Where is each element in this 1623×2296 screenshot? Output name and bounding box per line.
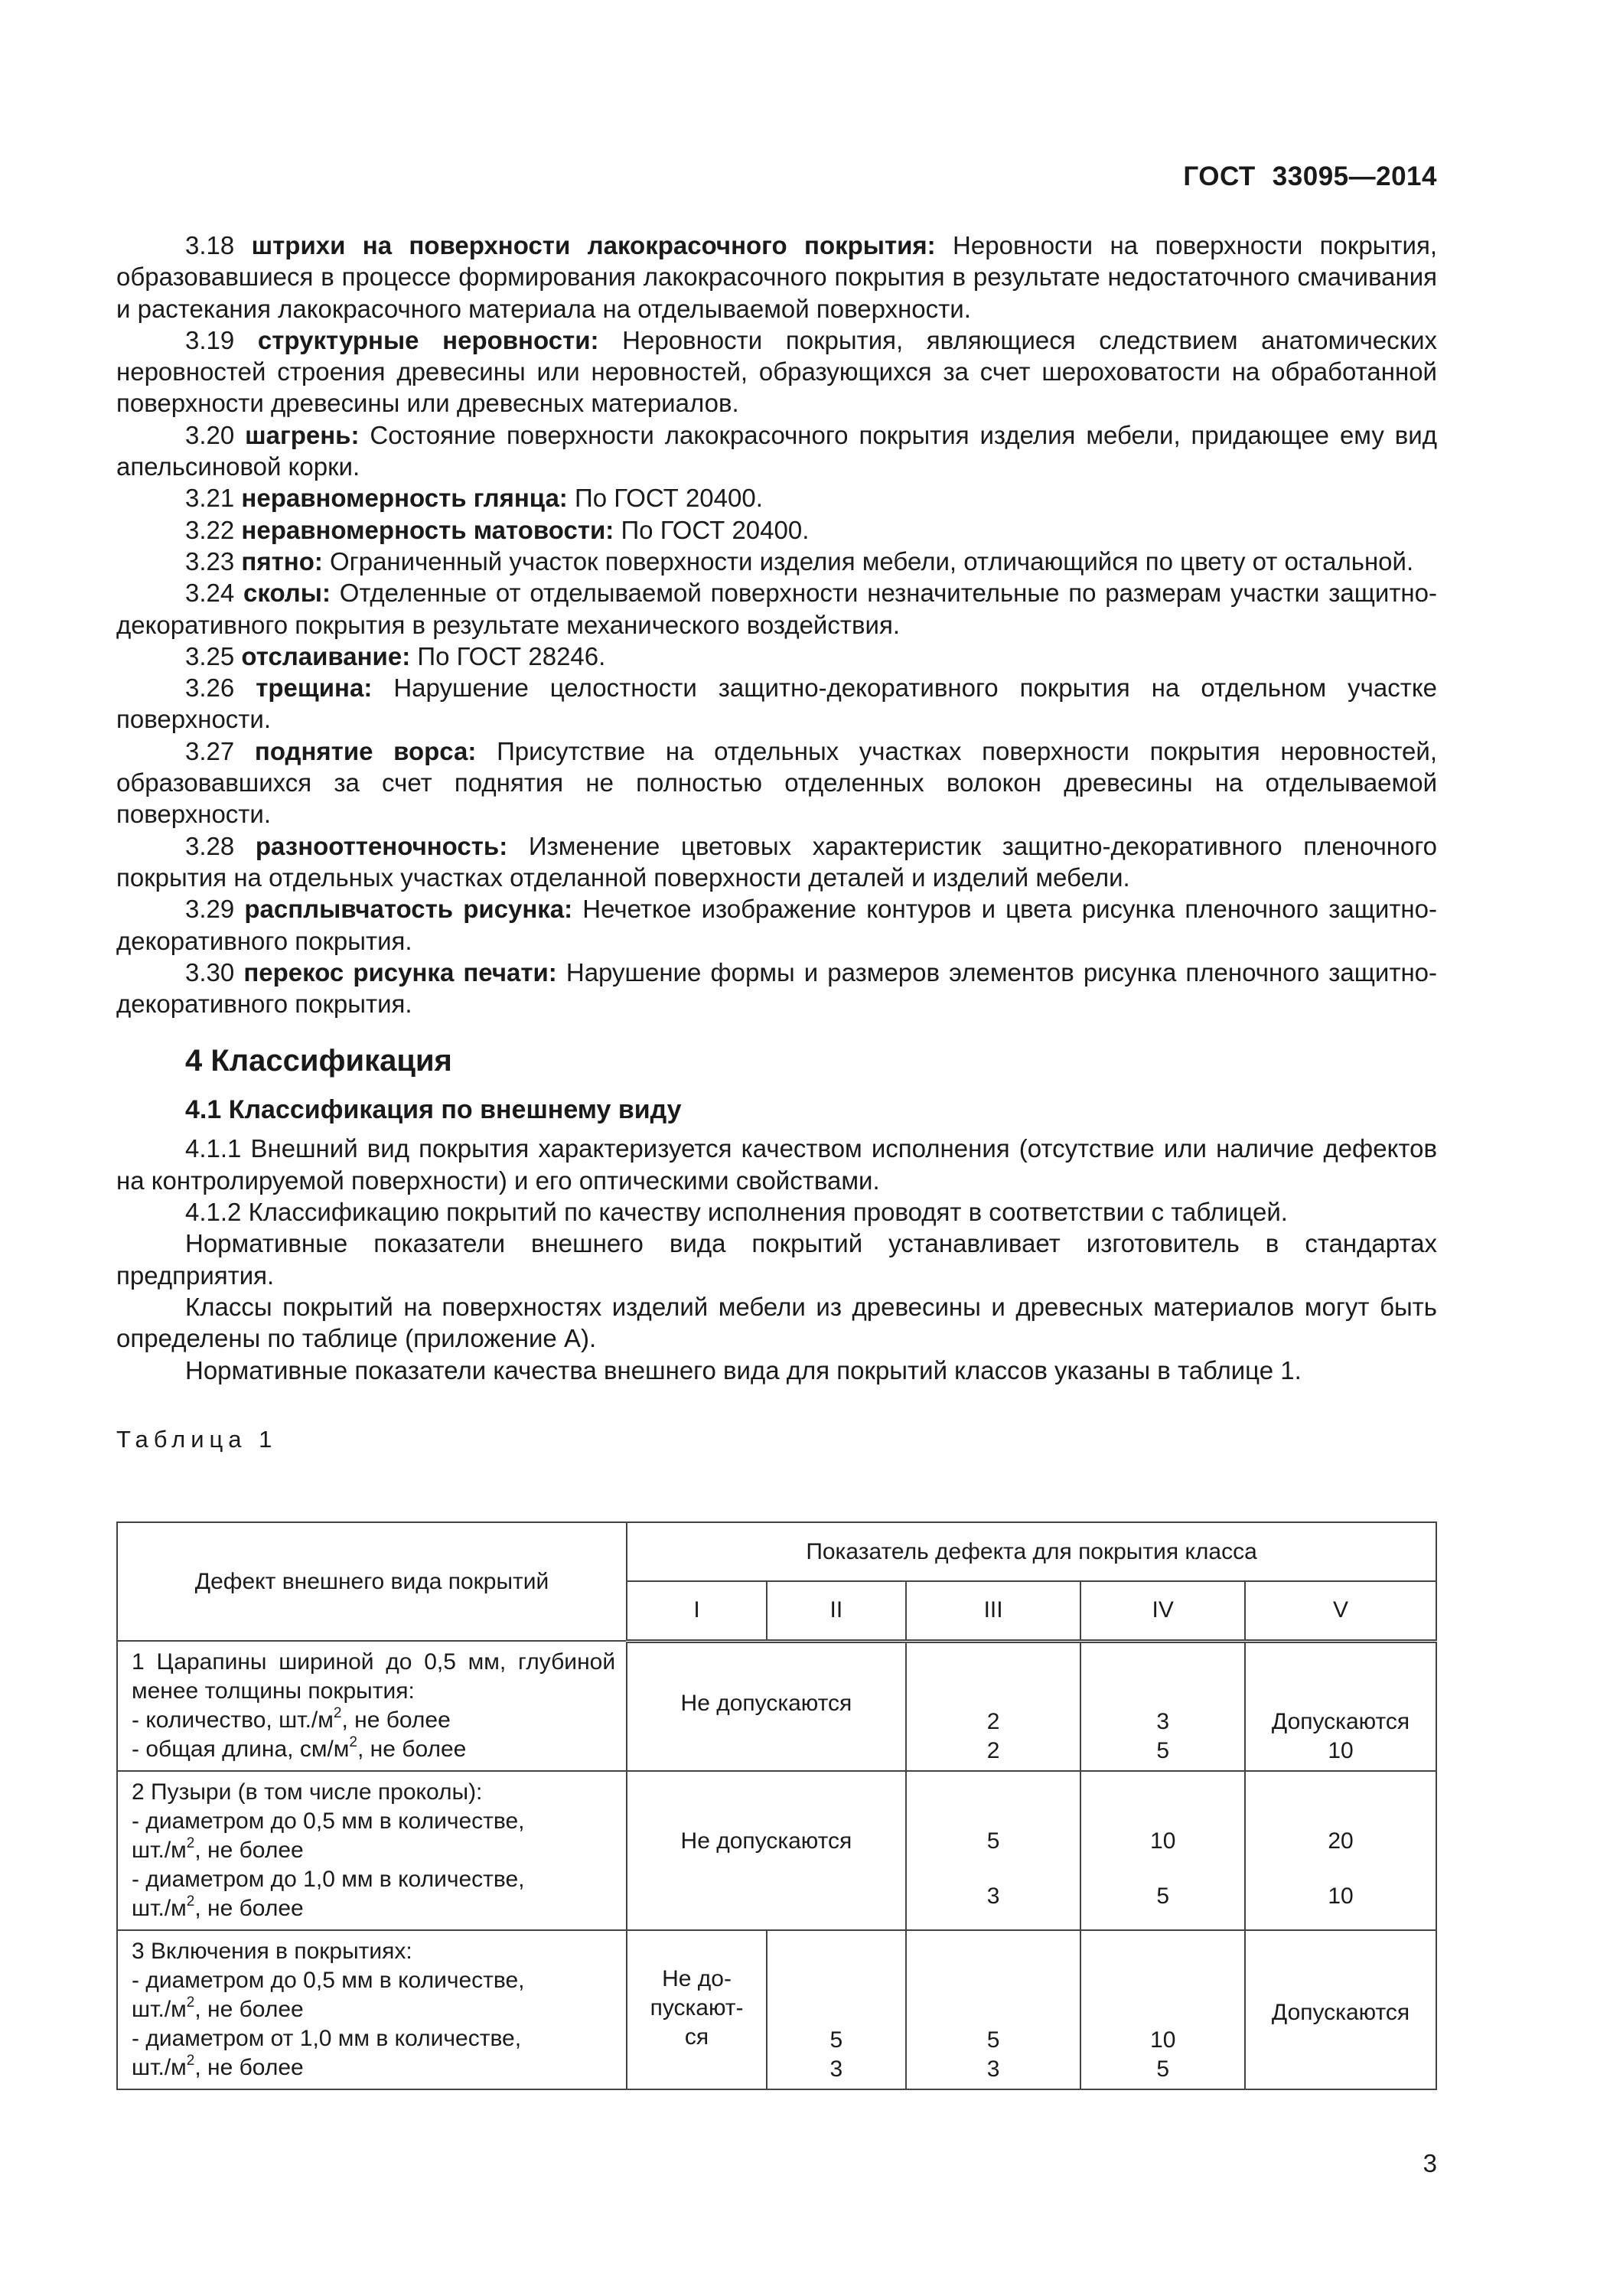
definition-term: штрихи на поверхности лакокрасочного покрытия:: [251, 231, 936, 259]
definition-paragraph: [116, 672, 1437, 735]
header-class-3: III: [906, 1581, 1081, 1641]
definition-number: 3.28: [185, 831, 235, 860]
row-1-title: 1 Царапины шириной до 0,5 мм, глубиной менее толщины покрытия:: [132, 1649, 616, 1704]
definition-text: Неровности покрытия, являющиеся следствием анатомических неровностей строения древесины или неровностей, образующихся за счет шероховатости на обработанной поверхности древесины или древесных материалов.: [116, 325, 1438, 418]
row-3-class-2: 5 3: [767, 1930, 906, 2089]
definition-number: 3.24: [185, 579, 235, 608]
definition-paragraph: [116, 735, 1437, 830]
header-class-1: I: [627, 1581, 767, 1641]
definition-text: Состояние поверхности лакокрасочного покрытия изделия мебели, придающее ему вид апельсиновой корки.: [116, 420, 1437, 481]
section-title: 4 Классификация: [185, 1044, 452, 1078]
header-class-4: IV: [1080, 1581, 1245, 1641]
table-row: [117, 1771, 1436, 1930]
row-2-class-3: 5 3: [906, 1771, 1081, 1930]
definition-term: неравномерность матовости:: [241, 515, 614, 544]
row-3-defect: 3 Включения в покрытиях: - диаметром до 0,5 мм в количестве, $шт./м^2$, не более - диаметром от 1,0 мм в количестве, $шт./м^2$, не более: [117, 1930, 627, 2089]
section-paragraph: 4.1.1 Внешний вид покрытия характеризуется качеством исполнения (отсутствие или наличие дефектов на контролируемой поверхности) и его оптическими свойствами.: [116, 1134, 1437, 1195]
definition-paragraph: [116, 482, 1437, 514]
row-3-class-1: Не до- пускают- ся: [627, 1930, 767, 2089]
definition-term: разнооттеночность:: [255, 831, 508, 860]
definition-paragraph: [116, 419, 1437, 483]
definition-term: неравномерность глянца:: [241, 484, 568, 513]
header-class-2: II: [767, 1581, 906, 1641]
definition-paragraph: [116, 893, 1437, 957]
definition-term: отслаивание:: [241, 641, 411, 670]
definition-text: Присутствие на отдельных участках поверхности покрытия неровностей, образовавшихся за счет поднятия не полностью отделенных волокон древесины на отделываемой поверхности.: [116, 736, 1438, 829]
row-2-defect: 2 Пузыри (в том числе проколы): - диаметром до 0,5 мм в количестве, $шт./м^2$, не более - диаметром до 1,0 мм в количестве, $шт./м^2$, не более: [117, 1771, 627, 1930]
definition-paragraph: [116, 641, 1437, 672]
row-2-title: 2 Пузыри (в том числе проколы):: [132, 1779, 483, 1805]
row-2-class-4: 10 5: [1080, 1771, 1245, 1930]
definition-paragraph: [116, 514, 1437, 546]
section-paragraph: Классы покрытий на поверхностях изделий мебели из древесины и древесных материалов могут быть определены по таблице (приложение А).: [116, 1292, 1437, 1353]
definition-number: 3.26: [185, 673, 235, 703]
row-1-line-1: - количество, $шт./м^2$, не более: [132, 1705, 451, 1733]
section-paragraph: Нормативные показатели качества внешнего вида для покрытий классов указаны в таблице 1.: [185, 1355, 1302, 1384]
definition-term: шагрень:: [245, 420, 360, 449]
definition-paragraph: [116, 325, 1437, 419]
definition-text: По ГОСТ 28246.: [417, 641, 606, 670]
section-paragraphs: [116, 1133, 1437, 1385]
row-2-class-5: 20 10: [1245, 1771, 1436, 1930]
definition-number: 3.27: [185, 736, 235, 765]
definition-text: Изменение цветовых характеристик защитно-декоративного пленочного покрытия на отдельных участках отделанной поверхности деталей и изделий мебели.: [116, 831, 1438, 892]
header-class-5: V: [1245, 1581, 1436, 1641]
definition-paragraph: [116, 546, 1437, 577]
definition-paragraph: [116, 577, 1437, 641]
row-3-title: 3 Включения в покрытиях:: [132, 1939, 412, 1964]
definition-text: Неровности на поверхности покрытия, образовавшиеся в процессе формирования лакокрасочного покрытия в результате недостаточного смачивания и растекания лакокрасочного материала на отделываемой поверхности.: [116, 231, 1437, 323]
section-paragraph: Нормативные показатели внешнего вида покрытий устанавливает изготовитель в стандартах предприятия.: [116, 1229, 1437, 1290]
table-row: [117, 1930, 1436, 2089]
row-1-line-2: - общая длина, $см/м^2$, не более: [132, 1734, 467, 1762]
definition-number: 3.19: [185, 325, 235, 354]
definition-term: перекос рисунка печати:: [243, 957, 557, 987]
definitions-list: [116, 230, 1437, 1019]
header-defect: Дефект внешнего вида покрытий: [117, 1522, 627, 1641]
definition-term: сколы:: [243, 579, 331, 608]
definition-text: Ограниченный участок поверхности изделия мебели, отличающийся по цвету от остальной.: [330, 546, 1414, 576]
definition-number: 3.21: [185, 484, 235, 513]
row-3-class-3: 5 3: [906, 1930, 1081, 2089]
table-row: [117, 1641, 1436, 1771]
row-1-class-5: Допускаются 10: [1245, 1641, 1436, 1771]
table-caption: Таблица 1: [116, 1425, 278, 1453]
header-gost: ГОСТ: [1183, 161, 1256, 191]
header-class-group: Показатель дефекта для покрытия класса: [627, 1522, 1436, 1581]
definition-paragraph: [116, 230, 1437, 325]
definition-term: поднятие ворса:: [254, 736, 477, 765]
definition-number: 3.25: [185, 641, 235, 670]
definition-text: По ГОСТ 20400.: [574, 484, 763, 513]
document-body: [116, 230, 1437, 1455]
definition-number: 3.20: [185, 420, 235, 449]
row-2-class-1-2: Не допускаются: [627, 1771, 906, 1930]
row-1-class-1-2: Не допускаются: [627, 1641, 906, 1771]
definition-text: Нарушение формы и размеров элементов рисунка пленочного защитно-декоративного покрытия.: [116, 957, 1438, 1019]
definition-text: Нарушение целостности защитно-декоративного покрытия на отдельном участке поверхности.: [116, 673, 1438, 734]
definition-number: 3.22: [185, 515, 235, 544]
row-3-class-4: 10 5: [1080, 1930, 1245, 2089]
subsection-title: 4.1 Классификация по внешнему виду: [185, 1095, 682, 1125]
definition-text: Отделенные от отделываемой поверхности незначительные по размерам участки защитно-декоративного покрытия в результате механического воздействия.: [116, 579, 1438, 639]
definition-number: 3.29: [185, 895, 235, 924]
page-header: [1071, 161, 1437, 192]
header-standard-number: 33095—2014: [1272, 161, 1437, 191]
definition-number: 3.23: [185, 546, 235, 576]
defects-table: [116, 1521, 1437, 2090]
definition-term: расплывчатость рисунка:: [244, 895, 573, 924]
definition-text: Нечеткое изображение контуров и цвета рисунка пленочного защитно-декоративного покрытия.: [116, 895, 1437, 955]
row-1-class-4: 3 5: [1080, 1641, 1245, 1771]
definition-paragraph: [116, 957, 1437, 1020]
definition-paragraph: [116, 830, 1437, 894]
row-3-class-5: Допускаются: [1245, 1930, 1436, 2089]
definition-text: По ГОСТ 20400.: [621, 515, 810, 544]
definition-term: структурные неровности:: [257, 325, 599, 354]
page-number: 3: [1423, 2149, 1437, 2177]
row-1-defect: [117, 1641, 627, 1771]
definition-term: пятно:: [241, 546, 323, 576]
row-1-class-3: 2 2: [906, 1641, 1081, 1771]
definition-number: 3.30: [185, 957, 235, 987]
definition-term: трещина:: [256, 673, 373, 703]
section-paragraph: 4.1.2 Классификацию покрытий по качеству исполнения проводят в соответствии с таблицей.: [185, 1198, 1288, 1227]
definition-number: 3.18: [185, 231, 235, 259]
